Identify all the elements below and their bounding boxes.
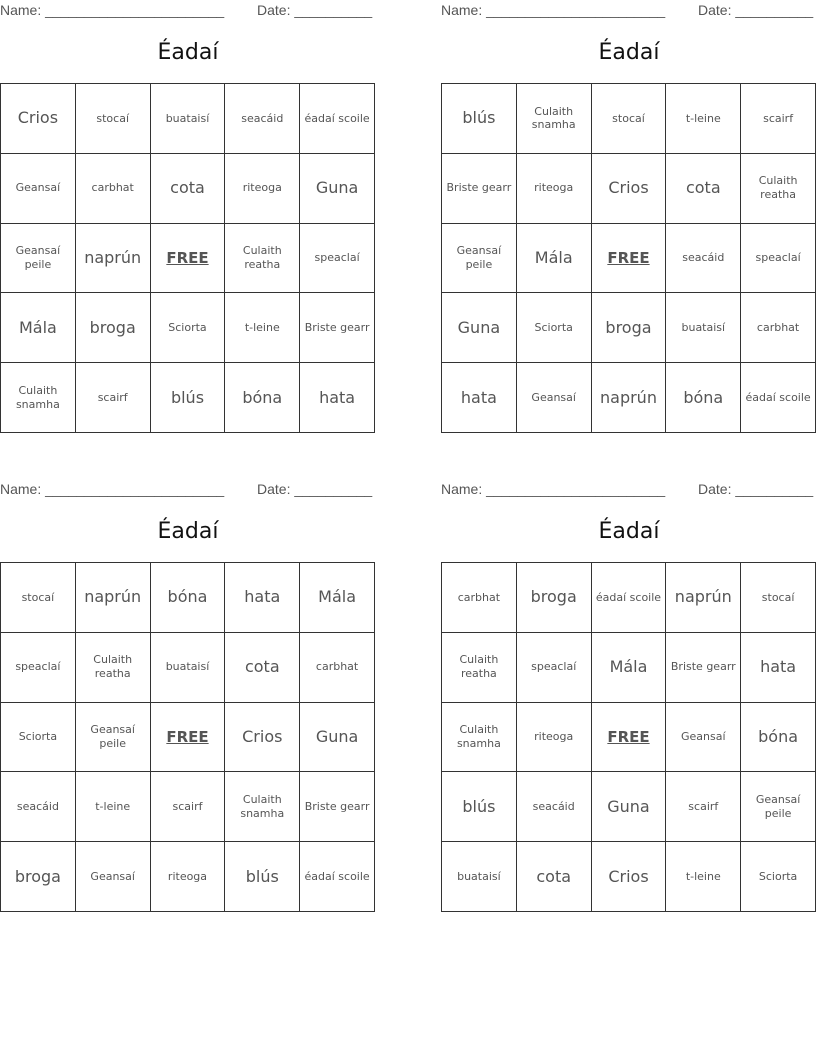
bingo-cell: Culaith snamha	[517, 84, 592, 154]
bingo-card	[441, 0, 816, 440]
bingo-cell: Culaith reatha	[76, 633, 151, 703]
name-date-row	[441, 481, 816, 499]
bingo-cell: Briste gearr	[300, 293, 375, 363]
name-line: Name: _______________________	[441, 2, 666, 18]
bingo-cell: cota	[517, 842, 592, 912]
bingo-cell: seacáid	[1, 772, 76, 842]
bingo-cell: stocaí	[741, 563, 816, 633]
bingo-cell: Guna	[592, 772, 667, 842]
bingo-cell: broga	[1, 842, 76, 912]
bingo-cell: riteoga	[225, 154, 300, 224]
date-line: Date: __________	[698, 2, 814, 18]
bingo-cell: riteoga	[517, 703, 592, 773]
bingo-cell: broga	[592, 293, 667, 363]
bingo-card	[441, 479, 816, 919]
bingo-cell: scairf	[151, 772, 226, 842]
bingo-cell: Mála	[592, 633, 667, 703]
free-space-cell: FREE	[151, 224, 226, 294]
bingo-cell: scairf	[666, 772, 741, 842]
bingo-cell: Guna	[300, 154, 375, 224]
name-line: Name: _______________________	[0, 481, 225, 497]
bingo-cell: stocaí	[1, 563, 76, 633]
bingo-cell: Culaith reatha	[741, 154, 816, 224]
bingo-cell: éadaí scoile	[592, 563, 667, 633]
bingo-cell: naprún	[592, 363, 667, 433]
bingo-cell: stocaí	[592, 84, 667, 154]
bingo-cell: blús	[442, 84, 517, 154]
bingo-cell: carbhat	[442, 563, 517, 633]
bingo-cell: Crios	[592, 154, 667, 224]
date-line: Date: __________	[698, 481, 814, 497]
bingo-cell: Culaith reatha	[442, 633, 517, 703]
bingo-cell: buataisí	[666, 293, 741, 363]
bingo-cell: éadaí scoile	[300, 84, 375, 154]
bingo-cell: Crios	[225, 703, 300, 773]
bingo-cell: speaclaí	[517, 633, 592, 703]
name-date-row	[0, 481, 376, 499]
bingo-cell: Mála	[300, 563, 375, 633]
bingo-cell: t-leine	[666, 84, 741, 154]
name-date-row	[0, 2, 376, 20]
bingo-cell: naprún	[76, 224, 151, 294]
free-space-cell: FREE	[592, 703, 667, 773]
bingo-cell: Briste gearr	[300, 772, 375, 842]
bingo-cell: scairf	[741, 84, 816, 154]
bingo-cell: Guna	[442, 293, 517, 363]
bingo-cell: Geansaí peile	[1, 224, 76, 294]
bingo-cell: Briste gearr	[442, 154, 517, 224]
bingo-cell: speaclaí	[300, 224, 375, 294]
bingo-cell: Geansaí	[76, 842, 151, 912]
bingo-cell: Crios	[1, 84, 76, 154]
date-line: Date: __________	[257, 481, 373, 497]
bingo-cell: Geansaí peile	[741, 772, 816, 842]
bingo-cell: blús	[225, 842, 300, 912]
bingo-cell: bóna	[666, 363, 741, 433]
bingo-cell: Culaith reatha	[225, 224, 300, 294]
bingo-cell: t-leine	[225, 293, 300, 363]
bingo-cell: Briste gearr	[666, 633, 741, 703]
bingo-cell: seacáid	[517, 772, 592, 842]
bingo-cell: Mála	[517, 224, 592, 294]
card-title: Éadaí	[157, 519, 219, 544]
bingo-cell: bóna	[151, 563, 226, 633]
bingo-cell: Geansaí peile	[76, 703, 151, 773]
bingo-cell: buataisí	[151, 84, 226, 154]
bingo-cell: Culaith snamha	[1, 363, 76, 433]
bingo-cell: Geansaí	[666, 703, 741, 773]
bingo-cell: broga	[517, 563, 592, 633]
bingo-cell: cota	[666, 154, 741, 224]
bingo-cell: buataisí	[151, 633, 226, 703]
bingo-grid	[441, 562, 816, 912]
bingo-cell: carbhat	[741, 293, 816, 363]
free-space-cell: FREE	[151, 703, 226, 773]
bingo-cell: naprún	[76, 563, 151, 633]
bingo-cell: hata	[300, 363, 375, 433]
bingo-cell: cota	[225, 633, 300, 703]
bingo-cell: Geansaí	[1, 154, 76, 224]
bingo-grid	[0, 562, 375, 912]
name-line: Name: _______________________	[441, 481, 666, 497]
bingo-cell: éadaí scoile	[741, 363, 816, 433]
bingo-cell: broga	[76, 293, 151, 363]
bingo-cell: Sciorta	[517, 293, 592, 363]
bingo-cell: Culaith snamha	[442, 703, 517, 773]
card-title: Éadaí	[157, 40, 219, 65]
date-line: Date: __________	[257, 2, 373, 18]
bingo-card	[0, 0, 376, 440]
bingo-cell: riteoga	[517, 154, 592, 224]
bingo-card	[0, 479, 376, 919]
bingo-cell: hata	[225, 563, 300, 633]
bingo-cell: carbhat	[300, 633, 375, 703]
bingo-cell: seacáid	[225, 84, 300, 154]
bingo-cell: t-leine	[76, 772, 151, 842]
bingo-cell: Guna	[300, 703, 375, 773]
bingo-cell: cota	[151, 154, 226, 224]
bingo-cell: éadaí scoile	[300, 842, 375, 912]
bingo-cell: carbhat	[76, 154, 151, 224]
bingo-cell: Sciorta	[151, 293, 226, 363]
bingo-cell: riteoga	[151, 842, 226, 912]
bingo-cell: speaclaí	[741, 224, 816, 294]
free-space-cell: FREE	[592, 224, 667, 294]
bingo-cell: blús	[151, 363, 226, 433]
bingo-cell: scairf	[76, 363, 151, 433]
bingo-cell: bóna	[741, 703, 816, 773]
bingo-cell: Culaith snamha	[225, 772, 300, 842]
bingo-cell: Sciorta	[741, 842, 816, 912]
bingo-cell: Geansaí	[517, 363, 592, 433]
card-title: Éadaí	[598, 519, 660, 544]
bingo-cell: bóna	[225, 363, 300, 433]
bingo-cell: Geansaí peile	[442, 224, 517, 294]
bingo-cell: stocaí	[76, 84, 151, 154]
bingo-cell: buataisí	[442, 842, 517, 912]
bingo-cell: Sciorta	[1, 703, 76, 773]
bingo-grid	[441, 83, 816, 433]
name-line: Name: _______________________	[0, 2, 225, 18]
name-date-row	[441, 2, 816, 20]
bingo-cell: Crios	[592, 842, 667, 912]
bingo-cell: hata	[442, 363, 517, 433]
card-title: Éadaí	[598, 40, 660, 65]
bingo-cell: hata	[741, 633, 816, 703]
bingo-cell: speaclaí	[1, 633, 76, 703]
bingo-cell: t-leine	[666, 842, 741, 912]
bingo-cell: Mála	[1, 293, 76, 363]
bingo-cell: naprún	[666, 563, 741, 633]
bingo-cell: blús	[442, 772, 517, 842]
bingo-cell: seacáid	[666, 224, 741, 294]
bingo-grid	[0, 83, 375, 433]
